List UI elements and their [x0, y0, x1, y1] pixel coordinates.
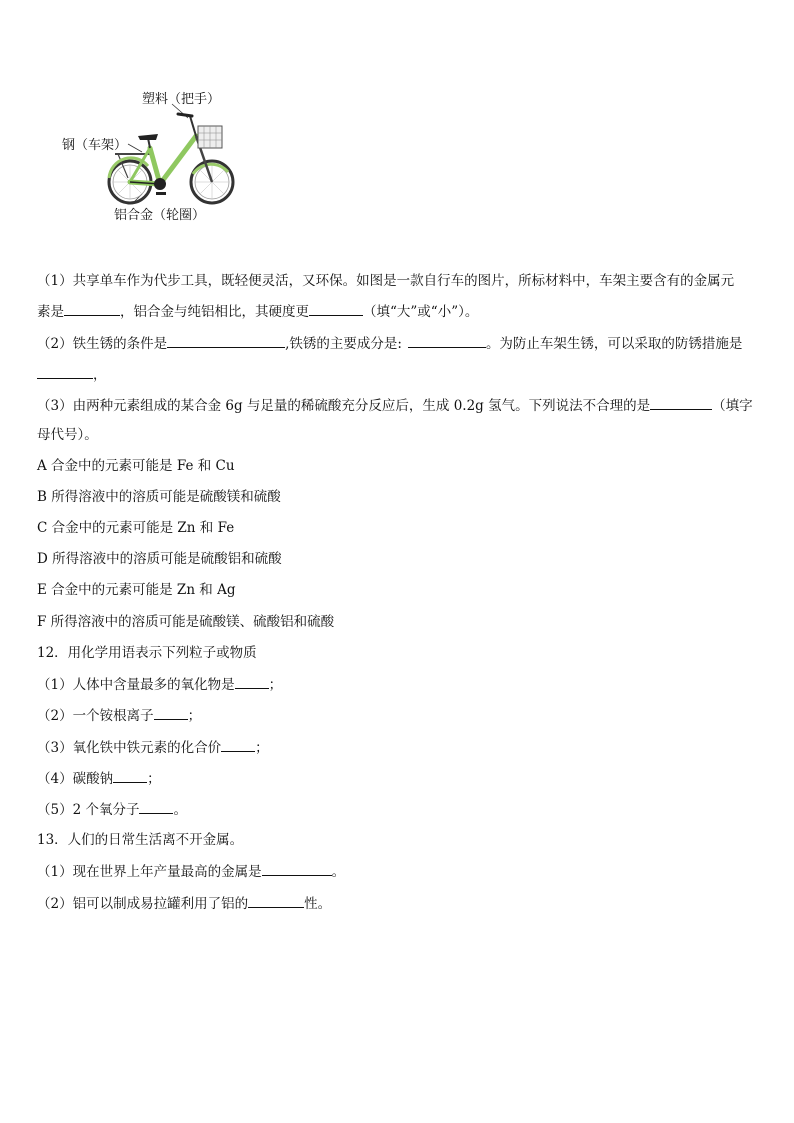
q12-title: 12．用化学用语表示下列粒子或物质 [37, 645, 257, 661]
q11-p1-text2c: （填“大”或“小”）。 [363, 304, 479, 320]
option-f: F 所得溶液中的溶质可能是硫酸镁、硫酸铝和硫酸 [37, 614, 335, 630]
q11-p3-line2 [37, 425, 98, 445]
label-frame: 钢（车架） [62, 138, 128, 153]
q13-item-1-text: （1）现在世界上年产量最高的金属是 [37, 864, 262, 880]
blank-q13-1[interactable] [262, 861, 332, 876]
q11-p1-line1 [37, 271, 734, 291]
blank-rust-component[interactable] [408, 333, 486, 348]
q13-item-1-end: 。 [331, 864, 346, 880]
option-d: D 所得溶液中的溶质可能是硫酸铝和硫酸 [37, 551, 282, 567]
q13-item-1 [37, 861, 345, 882]
blank-hardness[interactable] [309, 301, 363, 316]
q12-item-1-text: （1）人体中含量最多的氧化物是 [37, 677, 235, 693]
q13-title: 13．人们的日常生活离不开金属。 [37, 832, 244, 848]
q12-item-2-end: ； [187, 708, 202, 724]
label-handle: 塑料（把手） [142, 92, 221, 107]
label-rim: 铝合金（轮圈） [114, 208, 206, 223]
blank-rust-prevention[interactable] [37, 364, 93, 379]
q12-item-2 [37, 705, 201, 726]
blank-q12-3[interactable] [221, 737, 255, 752]
q12-item-5 [37, 799, 187, 820]
q11-p2-text1c: 。为防止车架生锈，可以采取的防锈措施是 [485, 336, 743, 352]
q12-item-3-end: ； [255, 740, 269, 756]
q11-p3-text1b: （填字 [712, 398, 753, 414]
option-e: E 合金中的元素可能是 Zn 和 Ag [37, 582, 236, 598]
q11-p1-text2b: ，铝合金与纯铝相比，其硬度更 [120, 304, 309, 320]
q12-item-4-text: （4）碳酸钠 [37, 771, 114, 787]
q12-item-5-end: 。 [173, 802, 187, 818]
q11-p3-text1a: （3）由两种元素组成的某合金 6g 与足量的稀硫酸充分反应后，生成 0.2g 氢气。下列说法不合理的是 [37, 398, 651, 414]
q12-item-1-end: ； [268, 677, 283, 693]
q13-item-2-end: 性。 [304, 896, 332, 912]
blank-rust-condition[interactable] [167, 333, 285, 348]
q12-item-4-end: ； [147, 771, 161, 787]
blank-q12-5[interactable] [139, 799, 173, 814]
blank-q12-4[interactable] [113, 768, 147, 783]
q12-item-3-text: （3）氧化铁中铁元素的化合价 [37, 740, 222, 756]
q12-item-4 [37, 768, 161, 789]
q11-p2-text1a: （2）铁生锈的条件是 [37, 336, 168, 352]
q11-p2-text1b: ,铁锈的主要成分是: [285, 336, 402, 352]
q11-p1-line2 [37, 301, 478, 322]
q13-item-2-text: （2）铝可以制成易拉罐利用了铝的 [37, 896, 249, 912]
q12-item-5-text: （5）2 个氧分子 [37, 802, 140, 818]
option-a: A 合金中的元素可能是 Fe 和 Cu [37, 458, 235, 474]
q13-item-2 [37, 893, 331, 914]
q11-p2-line2 [37, 364, 107, 385]
blank-q13-2[interactable] [248, 893, 304, 908]
blank-metal-element[interactable] [64, 301, 120, 316]
blank-q12-1[interactable] [235, 674, 269, 689]
q11-p2-line1 [37, 333, 742, 354]
q12-item-2-text: （2）一个铵根离子 [37, 708, 154, 724]
option-c: C 合金中的元素可能是 Zn 和 Fe [37, 520, 235, 536]
blank-q12-2[interactable] [154, 705, 188, 720]
q11-p3-text2: 母代号）。 [37, 427, 98, 443]
q11-p2-text2: ， [93, 367, 107, 383]
bicycle-figure [60, 86, 240, 226]
q12-item-3 [37, 737, 269, 758]
q11-p1-text1: （1）共享单车作为代步工具，既轻便灵活，又环保。如图是一款自行车的图片，所标材料中，车架主要含有的金属元 [37, 273, 735, 289]
blank-answer-choice[interactable] [650, 395, 712, 410]
option-b: B 所得溶液中的溶质可能是硫酸镁和硫酸 [37, 489, 281, 505]
q11-p3-line1 [37, 395, 753, 416]
q11-p1-text2a: 素是 [37, 304, 64, 320]
q12-item-1 [37, 674, 282, 695]
